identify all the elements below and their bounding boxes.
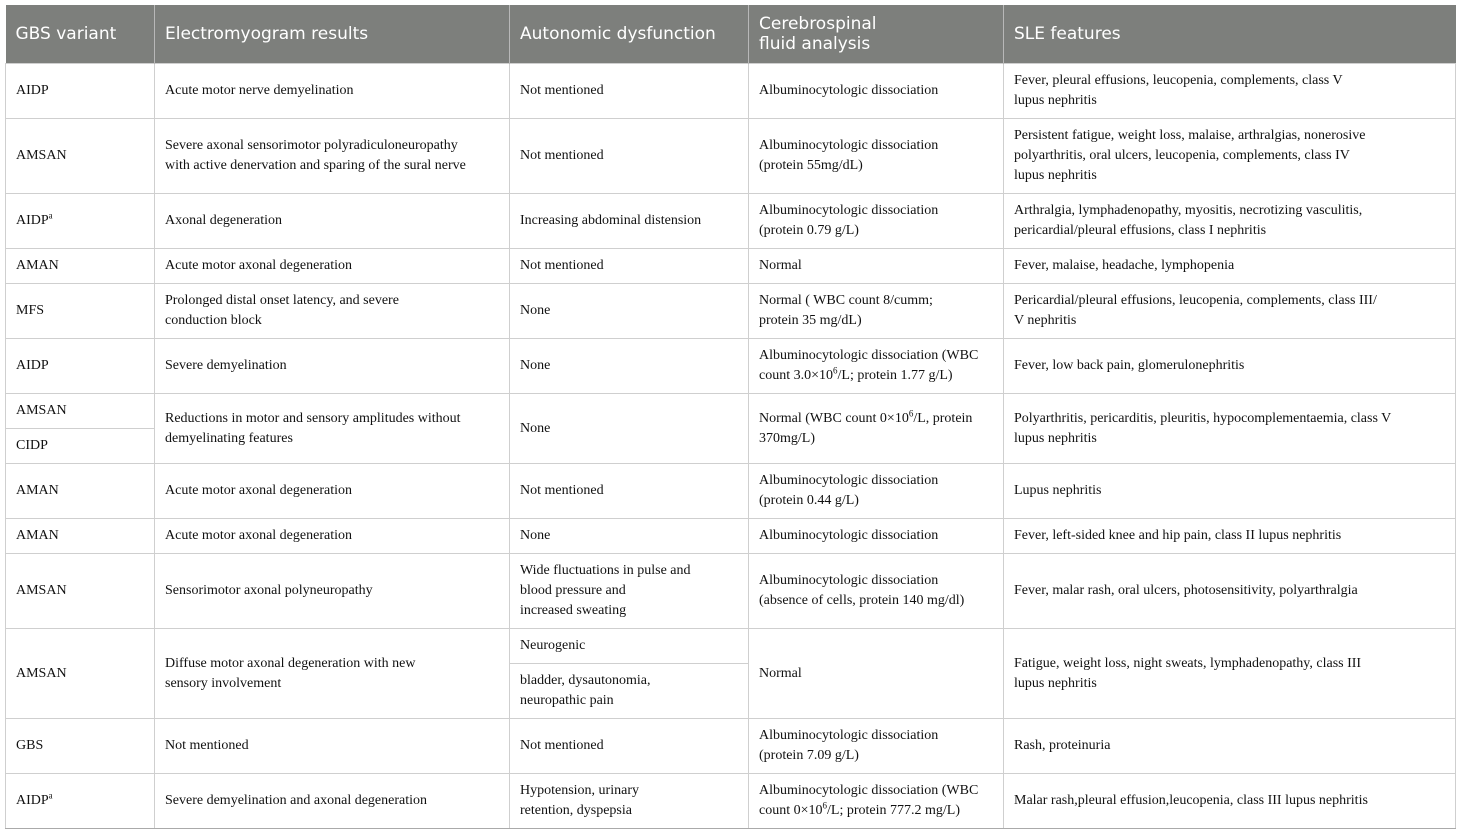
cell-variant	[6, 194, 155, 249]
cell-variant: AMAN	[6, 464, 155, 519]
cell-variant: AMSAN	[6, 119, 155, 194]
sle-line: lupus nephritis	[1014, 430, 1097, 446]
csf-exponent: 6	[822, 800, 827, 811]
cell-csf	[749, 394, 1004, 464]
variant-text: AIDP	[16, 793, 49, 808]
cell-autonomic: Not mentioned	[510, 249, 749, 284]
header-autonomic: Autonomic dysfunction	[510, 5, 749, 64]
cell-csf	[749, 719, 1004, 774]
cell-emg	[155, 629, 510, 719]
csf-line: Albuminocytologic dissociation (WBC	[759, 348, 979, 363]
cell-emg: Acute motor axonal degeneration	[155, 464, 510, 519]
cell-variant: AIDP	[6, 339, 155, 394]
cell-sle	[1004, 629, 1456, 719]
cell-emg: Acute motor axonal degeneration	[155, 519, 510, 554]
cell-sle: Fever, malar rash, oral ulcers, photosensitivity, polyarthralgia	[1004, 554, 1456, 629]
variant-text: AIDP	[16, 213, 49, 228]
cell-emg: Acute motor nerve demyelination	[155, 64, 510, 119]
csf-text: /L; protein 777.2 mg/L)	[827, 803, 960, 818]
csf-line: Albuminocytologic dissociation	[759, 138, 939, 153]
csf-line: Albuminocytologic dissociation	[759, 473, 939, 488]
csf-text: Normal (WBC count 0×10	[759, 410, 909, 426]
table-row	[6, 249, 1456, 284]
sle-line: polyarthritis, oral ulcers, leucopenia, complements, class IV	[1014, 148, 1350, 163]
cell-autonomic: None	[510, 339, 749, 394]
cell-variant: AMSAN	[6, 554, 155, 629]
autonomic-line: Wide fluctuations in pulse and	[520, 563, 691, 578]
csf-line: (absence of cells, protein 140 mg/dl)	[759, 593, 965, 608]
csf-line: Albuminocytologic dissociation	[759, 573, 939, 588]
cell-autonomic: None	[510, 284, 749, 339]
sle-line: lupus nephritis	[1014, 93, 1097, 108]
cell-variant: AMAN	[6, 519, 155, 554]
csf-exponent: 6	[908, 407, 914, 418]
cell-emg	[155, 284, 510, 339]
table-row	[6, 394, 1456, 429]
csf-line: Albuminocytologic dissociation	[759, 728, 939, 743]
emg-line: Prolonged distal onset latency, and severe	[165, 293, 399, 308]
csf-line: protein 35 mg/dL)	[759, 313, 862, 328]
cell-csf	[749, 339, 1004, 394]
cell-emg: Sensorimotor axonal polyneuropathy	[155, 554, 510, 629]
header-csf-line1: Cerebrospinal	[759, 14, 877, 34]
table-row	[6, 519, 1456, 554]
cell-csf	[749, 464, 1004, 519]
csf-line: Normal ( WBC count 8/cumm;	[759, 293, 933, 308]
header-gbs-variant: GBS variant	[6, 5, 155, 64]
cell-csf	[749, 554, 1004, 629]
cell-sle	[1004, 194, 1456, 249]
emg-line: with active denervation and sparing of the sural nerve	[165, 158, 466, 173]
cell-autonomic: Not mentioned	[510, 64, 749, 119]
table-row	[6, 64, 1456, 119]
csf-line: 370mg/L)	[759, 430, 815, 446]
header-row	[6, 5, 1456, 64]
cell-emg: Severe demyelination and axonal degeneration	[155, 774, 510, 829]
cell-emg: Severe demyelination	[155, 339, 510, 394]
cell-csf: Normal	[749, 629, 1004, 719]
cell-emg: Axonal degeneration	[155, 194, 510, 249]
autonomic-line: bladder, dysautonomia,	[520, 673, 651, 688]
cell-autonomic: Neurogenic	[510, 629, 749, 664]
sle-line: Arthralgia, lymphadenopathy, myositis, necrotizing vasculitis,	[1014, 203, 1363, 218]
sle-line: pericardial/pleural effusions, class I nephritis	[1014, 223, 1267, 238]
autonomic-line: blood pressure and	[520, 583, 626, 598]
cell-sle: Fever, left-sided knee and hip pain, class II lupus nephritis	[1004, 519, 1456, 554]
cell-variant: AMSAN	[6, 629, 155, 719]
csf-text: count 3.0×10	[759, 368, 833, 383]
sle-line: lupus nephritis	[1014, 675, 1097, 691]
cell-sle: Fever, low back pain, glomerulonephritis	[1004, 339, 1456, 394]
sle-line: Fatigue, weight loss, night sweats, lymphadenopathy, class III	[1014, 655, 1362, 671]
cell-variant: AMAN	[6, 249, 155, 284]
cell-variant: CIDP	[6, 429, 155, 464]
autonomic-line: retention, dyspepsia	[520, 803, 632, 818]
emg-line: Severe axonal sensorimotor polyradiculoneuropathy	[165, 138, 458, 153]
header-csf	[749, 5, 1004, 64]
sle-line: Pericardial/pleural effusions, leucopenia, complements, class III/	[1014, 293, 1377, 308]
cell-sle: Malar rash,pleural effusion,leucopenia, class III lupus nephritis	[1004, 774, 1456, 829]
cell-sle	[1004, 64, 1456, 119]
autonomic-line: increased sweating	[520, 603, 627, 618]
csf-line: (protein 55mg/dL)	[759, 158, 863, 173]
header-sle: SLE features	[1004, 5, 1456, 64]
table-row	[6, 194, 1456, 249]
table-row	[6, 339, 1456, 394]
csf-exponent: 6	[833, 365, 838, 376]
cell-autonomic	[510, 554, 749, 629]
sle-line: V nephritis	[1014, 313, 1077, 328]
cell-autonomic: None	[510, 394, 749, 464]
header-csf-line2: fluid analysis	[759, 34, 871, 54]
cell-csf	[749, 284, 1004, 339]
cell-csf	[749, 194, 1004, 249]
cell-csf: Albuminocytologic dissociation	[749, 519, 1004, 554]
autonomic-line: neuropathic pain	[520, 693, 614, 708]
cell-sle	[1004, 119, 1456, 194]
csf-line: Albuminocytologic dissociation	[759, 203, 939, 218]
table-row	[6, 629, 1456, 664]
cell-variant	[6, 774, 155, 829]
cell-autonomic	[510, 664, 749, 719]
header-electromyogram: Electromyogram results	[155, 5, 510, 64]
emg-line: Diffuse motor axonal degeneration with new	[165, 655, 416, 671]
cell-variant: GBS	[6, 719, 155, 774]
csf-text: count 0×10	[759, 803, 823, 818]
cell-autonomic: Not mentioned	[510, 119, 749, 194]
csf-line: Albuminocytologic dissociation (WBC	[759, 783, 979, 798]
footnote-marker: a	[48, 210, 53, 221]
table-row	[6, 464, 1456, 519]
cell-autonomic: Not mentioned	[510, 464, 749, 519]
table-row	[6, 554, 1456, 629]
cell-variant: AIDP	[6, 64, 155, 119]
cell-sle: Lupus nephritis	[1004, 464, 1456, 519]
cell-autonomic	[510, 774, 749, 829]
cell-emg: Not mentioned	[155, 719, 510, 774]
cell-variant: AMSAN	[6, 394, 155, 429]
emg-line: conduction block	[165, 313, 262, 328]
table-row	[6, 719, 1456, 774]
sle-line: Fever, pleural effusions, leucopenia, complements, class V	[1014, 73, 1343, 88]
cell-autonomic: Not mentioned	[510, 719, 749, 774]
gbs-sle-table	[5, 5, 1456, 829]
cell-csf: Albuminocytologic dissociation	[749, 64, 1004, 119]
table-row	[6, 119, 1456, 194]
cell-csf: Normal	[749, 249, 1004, 284]
csf-text: /L, protein	[913, 410, 973, 426]
cell-autonomic: Increasing abdominal distension	[510, 194, 749, 249]
emg-line: demyelinating features	[165, 430, 293, 446]
table-row	[6, 284, 1456, 339]
emg-line: sensory involvement	[165, 675, 282, 691]
csf-line: (protein 7.09 g/L)	[759, 748, 859, 763]
autonomic-line: Hypotension, urinary	[520, 783, 639, 798]
cell-sle: Rash, proteinuria	[1004, 719, 1456, 774]
csf-line: (protein 0.79 g/L)	[759, 223, 859, 238]
csf-text: /L; protein 1.77 g/L)	[837, 368, 953, 383]
sle-line: Polyarthritis, pericarditis, pleuritis, hypocomplementaemia, class V	[1014, 410, 1392, 426]
cell-csf	[749, 119, 1004, 194]
cell-sle	[1004, 394, 1456, 464]
cell-csf	[749, 774, 1004, 829]
cell-autonomic: None	[510, 519, 749, 554]
cell-emg	[155, 394, 510, 464]
emg-line: Reductions in motor and sensory amplitudes without	[165, 410, 461, 426]
cell-sle: Fever, malaise, headache, lymphopenia	[1004, 249, 1456, 284]
sle-line: Persistent fatigue, weight loss, malaise, arthralgias, nonerosive	[1014, 128, 1366, 143]
cell-variant: MFS	[6, 284, 155, 339]
cell-emg: Acute motor axonal degeneration	[155, 249, 510, 284]
cell-emg	[155, 119, 510, 194]
footnote-marker: a	[48, 790, 53, 801]
csf-line: (protein 0.44 g/L)	[759, 493, 859, 508]
sle-line: lupus nephritis	[1014, 168, 1097, 183]
table-row	[6, 774, 1456, 829]
cell-sle	[1004, 284, 1456, 339]
